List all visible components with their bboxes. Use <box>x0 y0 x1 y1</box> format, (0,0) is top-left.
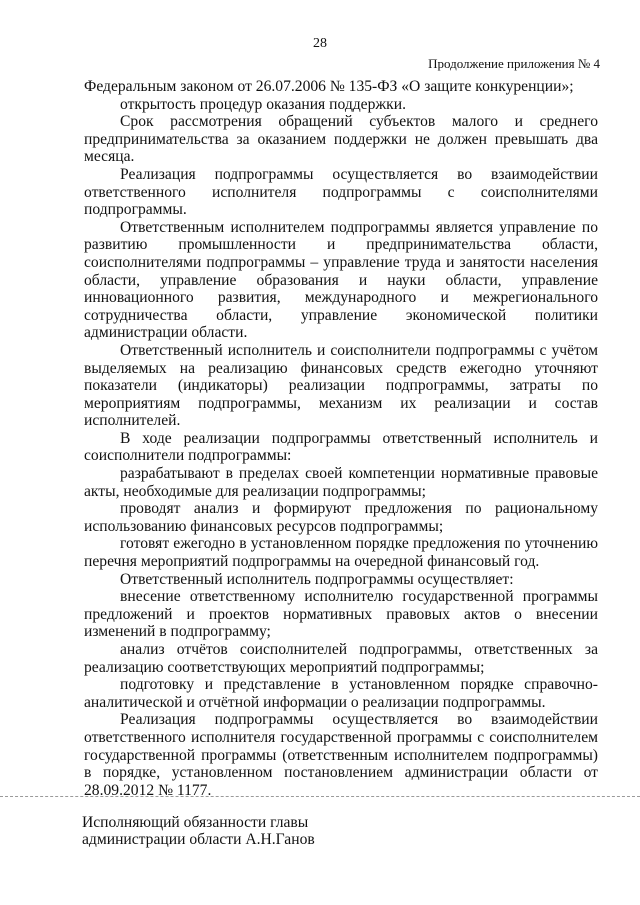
signature-block <box>82 814 315 848</box>
paragraph-executor-duties: Ответственный исполнитель подпрограммы осуществляет: <box>120 570 514 588</box>
paragraph-indicators: Ответственный исполнитель и соисполнители подпрограммы с учётом выделяемых на реализацию финансовых средств ежегодно уточняют показатели (индикаторы) реализации подпрограммы, затраты по мероприятиям подпрограммы, механизм их реализации и состав исполнителей. <box>84 341 598 430</box>
separator-line <box>0 796 640 797</box>
paragraph-annual-proposals: готовят ежегодно в установленном порядке предложения по уточнению перечня мероприятий подпрограммы на очередной финансовый год. <box>84 535 598 571</box>
paragraph-competition-law: Федеральным законом от 26.07.2006 № 135-ФЗ «О защите конкуренции»; <box>84 78 574 95</box>
appendix-continuation-note: Продолжение приложения № 4 <box>428 56 600 71</box>
paragraph-review-period: Срок рассмотрения обращений субъектов малого и среднего предпринимательства за оказанием поддержки не должен превышать два месяца. <box>84 113 598 166</box>
paragraph-openness: открытость процедур оказания поддержки. <box>120 95 406 113</box>
page-number: 28 <box>313 36 327 51</box>
paragraph-develop-acts: разрабатывают в пределах своей компетенции нормативные правовые акты, необходимые для реализации подпрограммы; <box>84 465 598 500</box>
paragraph-during-implementation: В ходе реализации подпрограммы ответственный исполнитель и соисполнители подпрограммы: <box>84 429 598 465</box>
document-body <box>84 78 598 799</box>
paragraph-implementation: Реализация подпрограммы осуществляется во взаимодействии ответственного исполнителя подпрограммы с соисполнителями подпрограммы. <box>84 165 598 219</box>
signature-position: Исполняющий обязанности главы <box>82 814 309 831</box>
signature-name: администрации области А.Н.Ганов <box>82 831 315 848</box>
paragraph-reports-analysis: анализ отчётов соисполнителей подпрограммы, ответственных за реализацию соответствующих мероприятий подпрограммы; <box>84 641 598 676</box>
paragraph-interaction-order: Реализация подпрограммы осуществляется во взаимодействии ответственного исполнителя государственной программы с соисполнителем государственной программы (ответственным исполнителем подпрограммы) в порядке, установленном постановлением администрации области от 28.09.2012 № 1177. <box>84 711 598 799</box>
paragraph-responsible-executor: Ответственным исполнителем подпрограммы является управление по развитию промышленности и предпринимательства области, соисполнителями подпрограммы – управление труда и занятости населения области, управление образования и науки области, управление инновационного развития, международного и межрегионального сотрудничества области, управление экономической политики администрации области. <box>84 218 598 342</box>
paragraph-reporting: подготовку и представление в установленном порядке справочно-аналитической и отчётной информации о реализации подпрограммы. <box>84 676 598 711</box>
paragraph-submission: внесение ответственному исполнителю государственной программы предложений и проектов нормативных правовых актов о внесении изменений в подпрограмму; <box>84 588 598 641</box>
paragraph-analysis: проводят анализ и формируют предложения по рациональному использованию финансовых ресурсов подпрограммы; <box>84 500 598 535</box>
